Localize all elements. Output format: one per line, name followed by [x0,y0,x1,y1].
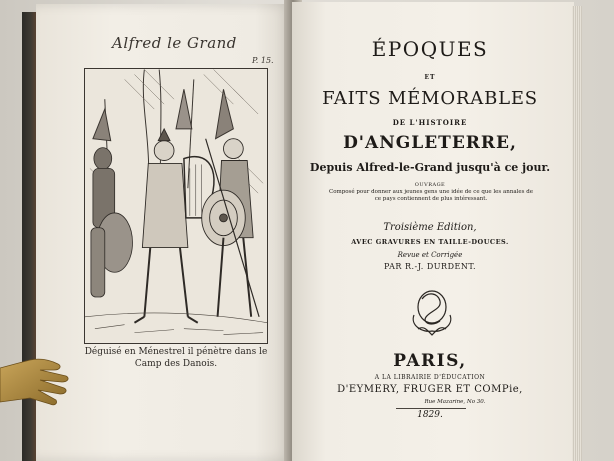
author-line: PAR R.-J. DURDENT. [383,262,477,271]
engraving-plate [84,68,268,344]
engraving-illustration [85,69,267,343]
publication-city: PARIS, [393,351,467,371]
page-edges [572,6,582,461]
title-de-lhistoire: DE L'HISTOIRE [392,118,468,127]
revue-line: Revue et Corrigée [397,251,463,259]
label-ouvrage: OUVRAGE [414,182,446,188]
title-dangleterre: D'ANGLETERRE, [343,133,517,153]
publication-year: 1829. [417,410,443,420]
title-et: ET [424,74,436,81]
edition-line: Troisième Edition, [383,222,477,233]
publisher-line: D'EYMERY, FRUGER ET COMPie, [337,384,523,395]
title-epoques: ÉPOQUES [371,37,489,61]
title-faits-memorables: FAITS MÉMORABLES [322,88,538,109]
address-line: Rue Mazarine, No 30. [424,399,486,405]
librairie-line: A LA LIBRAIRIE D'ÉDUCATION [374,374,486,381]
plate-caption: Déguisé en Ménestrel il pénètre dans le Camp des Danois. [84,347,268,369]
plate-number: P. 15. [252,56,274,65]
divider-rule [396,408,466,409]
title-subtitle: Depuis Alfred-le-Grand jusqu'à ce jour. [309,161,551,174]
work-description: Composé pour donner aux jeunes gens une idée de ce que les annales de ce pays contiennent de plus intéressant. [328,189,533,202]
gravures-line: AVEC GRAVURES EN TAILLE-DOUCES. [351,238,509,246]
plate-title: Alfred le Grand [112,34,237,52]
page-holder-hand-icon [0,342,72,412]
publisher-monogram-icon [408,285,456,337]
